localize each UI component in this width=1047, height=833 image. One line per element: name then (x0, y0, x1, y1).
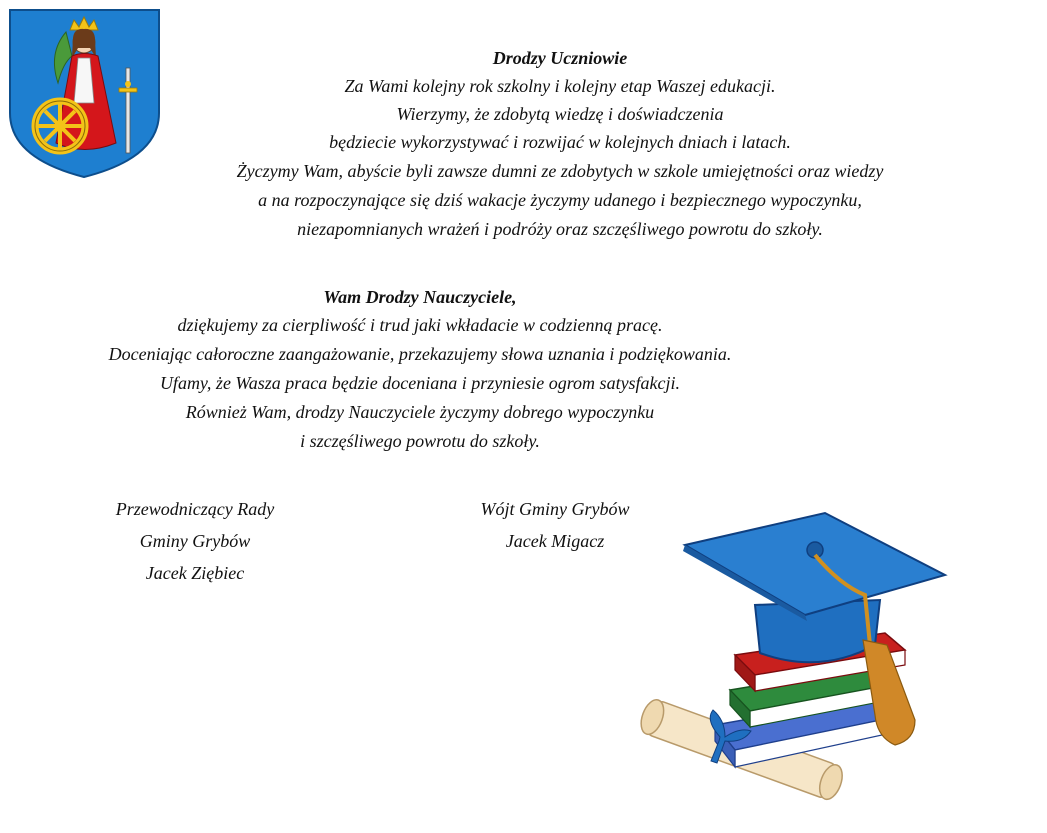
signature-left-line: Przewodniczący Rady (115, 499, 275, 519)
teachers-line: dziękujemy za cierpliwość i trud jaki wkładacie w codzienną pracę. (177, 315, 663, 335)
students-line: Za Wami kolejny rok szkolny i kolejny etap Waszej edukacji. (344, 76, 776, 96)
signature-left-line: Gminy Grybów (139, 531, 251, 551)
signature-right-line: Jacek Migacz (505, 531, 605, 551)
students-line: będziecie wykorzystywać i rozwijać w kolejnych dniach i latach. (329, 132, 791, 152)
graduation-cap-books-diploma-icon (625, 505, 950, 825)
teachers-line: Ufamy, że Wasza praca będzie doceniana i przyniesie ogrom satysfakcji. (159, 373, 681, 393)
signature-right-line: Wójt Gminy Grybów (480, 499, 630, 519)
signature-left-line: Jacek Ziębiec (145, 563, 245, 583)
teachers-line: Również Wam, drodzy Nauczyciele życzymy dobrego wypoczynku (185, 402, 655, 422)
students-line: Wierzymy, że zdobytą wiedzę i doświadczenia (396, 104, 724, 124)
teachers-heading: Wam Drodzy Nauczyciele, (323, 287, 517, 307)
coat-of-arms-icon (8, 8, 161, 179)
students-line: a na rozpoczynające się dziś wakacje życzymy udanego i bezpiecznego wypoczynku, (258, 190, 862, 210)
students-line: Życzymy Wam, abyście byli zawsze dumni ze zdobytych w szkole umiejętności oraz wiedzy (236, 161, 884, 181)
teachers-line: Doceniając całoroczne zaangażowanie, przekazujemy słowa uznania i podziękowania. (108, 344, 732, 364)
teachers-line: i szczęśliwego powrotu do szkoły. (300, 431, 540, 451)
students-line: niezapomnianych wrażeń i podróży oraz szczęśliwego powrotu do szkoły. (297, 219, 823, 239)
students-heading: Drodzy Uczniowie (492, 48, 628, 68)
